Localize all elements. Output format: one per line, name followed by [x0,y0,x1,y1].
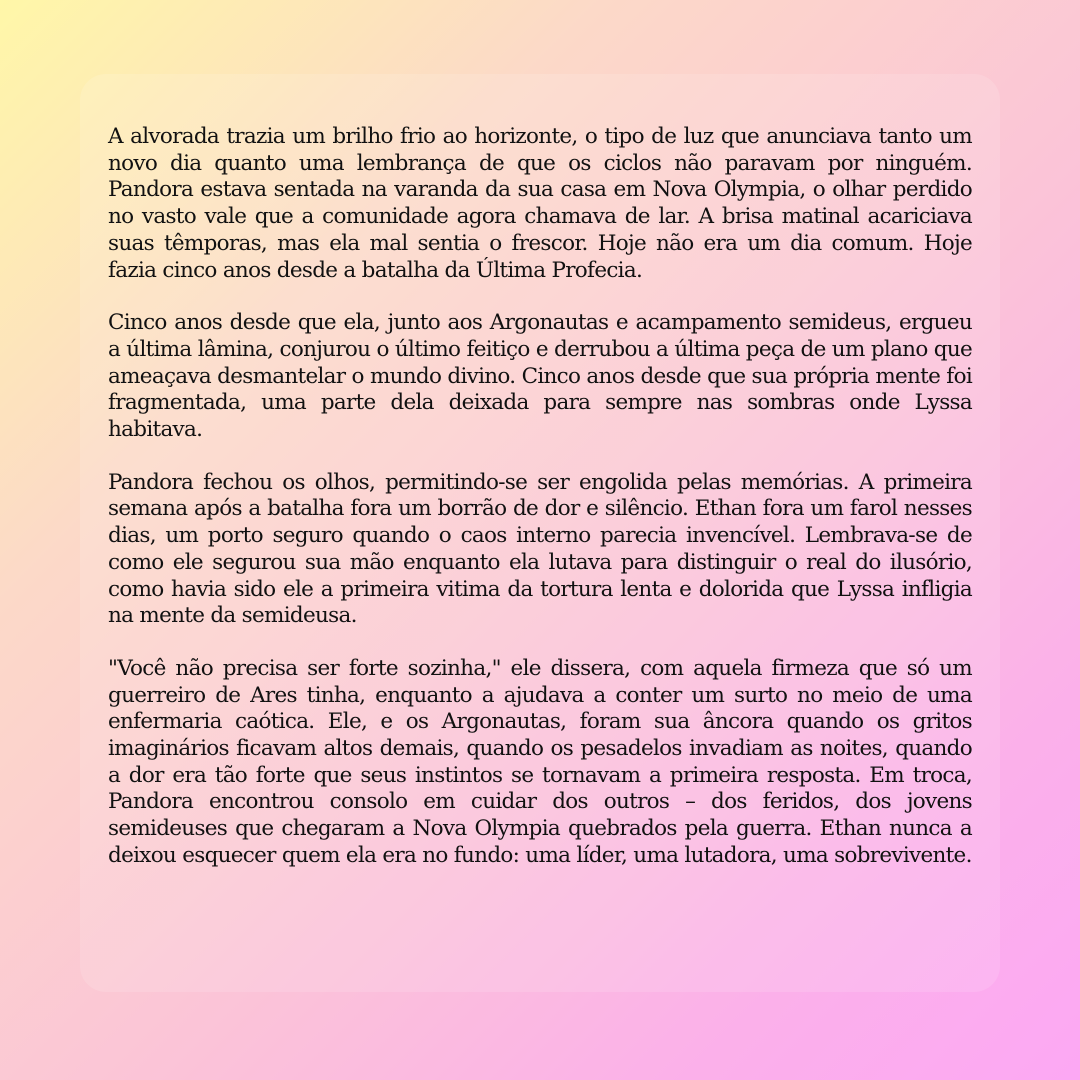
story-paragraph-2: Cinco anos desde que ela, junto aos Argonautas e acampamento semideus, ergueu a última lâmina, conjurou o último feitiço e derrubou a última peça de um plano que ameaçava desmantelar o mundo divino. Cinco anos desde que sua própria mente foi fragmentada, uma parte dela deixada para sempre nas sombras onde Lyssa habitava. [108,310,972,443]
story-paragraph-3: Pandora fechou os olhos, permitindo-se ser engolida pelas memórias. A primeira semana após a batalha fora um borrão de dor e silêncio. Ethan fora um farol nesses dias, um porto seguro quando o caos interno parecia invencível. Lembrava-se de como ele segurou sua mão enquanto ela lutava para distinguir o real do ilusório, como havia sido ele a primeira vitima da tortura lenta e dolorida que Lyssa infligia na mente da semideusa. [108,469,972,629]
story-card [80,74,1000,992]
story-paragraph-4: "Você não precisa ser forte sozinha," ele dissera, com aquela firmeza que só um guerreiro de Ares tinha, enquanto a ajudava a conter um surto no meio de uma enfermaria caótica. Ele, e os Argonautas, foram sua âncora quando os gritos imaginários ficavam altos demais, quando os pesadelos invadiam as noites, quando a dor era tão forte que seus instintos se tornavam a primeira resposta. Em troca, Pandora encontrou consolo em cuidar dos outros – dos feridos, dos jovens semideuses que chegaram a Nova Olympia quebrados pela guerra. Ethan nunca a deixou esquecer quem ela era no fundo: uma líder, uma lutadora, uma sobrevivente. [108,655,972,868]
story-paragraph-1: A alvorada trazia um brilho frio ao horizonte, o tipo de luz que anunciava tanto um novo dia quanto uma lembrança de que os ciclos não paravam por ninguém. Pandora estava sentada na varanda da sua casa em Nova Olympia, o olhar perdido no vasto vale que a comunidade agora chamava de lar. A brisa matinal acariciava suas têmporas, mas ela mal sentia o frescor. Hoje não era um dia comum. Hoje fazia cinco anos desde a batalha da Última Profecia. [108,124,972,283]
